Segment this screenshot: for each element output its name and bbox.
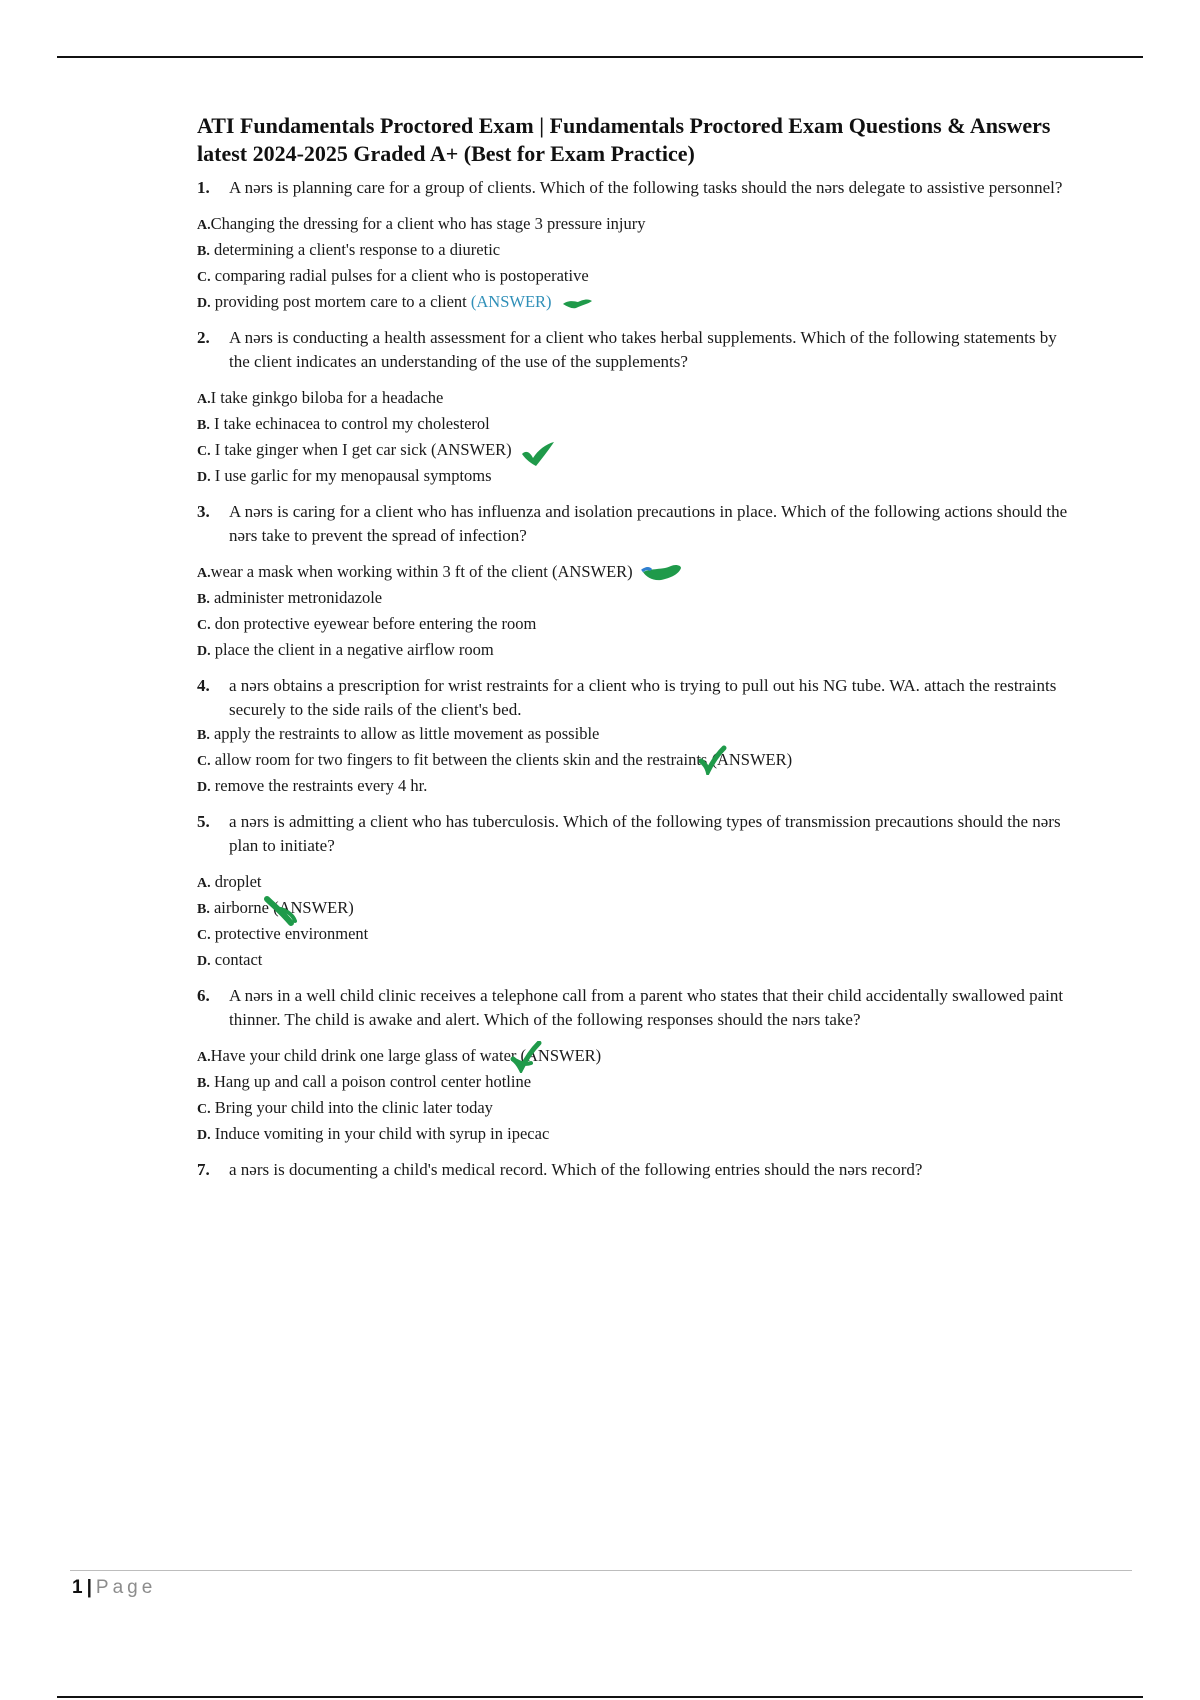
option-c: C. don protective eyewear before entering the room	[197, 614, 537, 633]
page-footer	[72, 1577, 156, 1599]
option-c: C. protective environment	[197, 924, 369, 943]
answer-label: (ANSWER)	[470, 292, 552, 311]
option-c: C. Bring your child into the clinic later today	[197, 1098, 493, 1117]
question-number: 1.	[197, 178, 210, 197]
option-a: A.I take ginkgo biloba for a headache	[197, 388, 444, 407]
question-text: a nərs is admitting a client who has tuberculosis. Which of the following types of transmission precautions should the nərs plan to initiate?	[229, 812, 1061, 855]
bottom-rule	[57, 1696, 1143, 1698]
options-list	[197, 386, 1077, 490]
options-list	[197, 1044, 1077, 1148]
footer-separator: |	[86, 1577, 92, 1598]
options-list	[197, 722, 1077, 800]
question-4	[197, 674, 1077, 722]
checkmark-icon	[520, 440, 554, 462]
option-d: D. providing post mortem care to a client (ANSWER)	[197, 290, 1077, 316]
question-text: a nərs is documenting a child's medical record. Which of the following entries should the nərs record?	[229, 1160, 923, 1179]
answer-label: (ANSWER)	[552, 562, 633, 581]
question-text: A nərs is planning care for a group of clients. Which of the following tasks should the nərs delegate to assistive personnel?	[229, 178, 1063, 197]
question-number: 2.	[197, 328, 210, 347]
option-c: C. allow room for two fingers to fit between the clients skin and the restraints (ANSWER)	[197, 748, 1077, 774]
footer-rule	[70, 1570, 1132, 1571]
question-number: 4.	[197, 676, 210, 695]
option-c: C. I take ginger when I get car sick (ANSWER)	[197, 438, 1077, 464]
page-number: 1	[72, 1577, 83, 1598]
question-6	[197, 984, 1077, 1032]
question-text: A nərs is caring for a client who has influenza and isolation precautions in place. Which of the following actions should the nərs take to prevent the spread of infection?	[229, 502, 1068, 545]
option-d: D. Induce vomiting in your child with syrup in ipecac	[197, 1124, 550, 1143]
question-number: 7.	[197, 1160, 210, 1179]
question-number: 5.	[197, 812, 210, 831]
document-title: ATI Fundamentals Proctored Exam | Fundamentals Proctored Exam Questions & Answers latest 2024-2025 Graded A+ (Best for Exam Practice)	[197, 113, 1051, 166]
question-text: A nərs is conducting a health assessment for a client who takes herbal supplements. Which of the following statements by the client indicates an understanding of the use of the supplements?	[229, 328, 1057, 371]
question-7	[197, 1158, 1077, 1182]
options-list	[197, 560, 1077, 664]
option-b: B. airborne (ANSWER)	[197, 896, 1077, 922]
answer-label: (ANSWER)	[711, 750, 793, 769]
option-d: D. contact	[197, 950, 263, 969]
question-number: 6.	[197, 986, 210, 1005]
question-2	[197, 326, 1077, 374]
question-3	[197, 500, 1077, 548]
option-a: A.Changing the dressing for a client who has stage 3 pressure injury	[197, 214, 646, 233]
option-b: B. determining a client's response to a diuretic	[197, 240, 501, 259]
page-label: Page	[95, 1577, 157, 1598]
option-b: B. administer metronidazole	[197, 588, 383, 607]
question-text: a nərs obtains a prescription for wrist restraints for a client who is trying to pull out his NG tube. WA. attach the restraints securely to the side rails of the client's bed.	[229, 676, 1057, 719]
answer-label: (ANSWER)	[273, 898, 354, 917]
question-1	[197, 176, 1077, 200]
question-text: A nərs in a well child clinic receives a telephone call from a parent who states that their child accidentally swallowed paint thinner. The child is awake and alert. Which of the following responses should the nərs take?	[229, 986, 1064, 1029]
option-b: B. apply the restraints to allow as little movement as possible	[197, 724, 600, 743]
option-d: D. I use garlic for my menopausal symptoms	[197, 466, 492, 485]
question-number: 3.	[197, 502, 210, 521]
option-c: C. comparing radial pulses for a client who is postoperative	[197, 266, 589, 285]
option-a: A. droplet	[197, 872, 262, 891]
checkmark-icon	[641, 562, 675, 584]
option-b: B. I take echinacea to control my cholesterol	[197, 414, 490, 433]
question-5	[197, 810, 1077, 858]
answer-label: (ANSWER)	[520, 1046, 602, 1065]
option-d: D. remove the restraints every 4 hr.	[197, 776, 428, 795]
option-d: D. place the client in a negative airflow room	[197, 640, 494, 659]
options-list	[197, 870, 1077, 974]
options-list	[197, 212, 1077, 316]
option-b: B. Hang up and call a poison control center hotline	[197, 1072, 532, 1091]
option-a: A.wear a mask when working within 3 ft of the client (ANSWER)	[197, 560, 1077, 586]
top-rule	[57, 56, 1143, 58]
document-body	[197, 112, 1077, 1194]
checkmark-icon	[560, 292, 594, 314]
option-a: A.Have your child drink one large glass of water (ANSWER)	[197, 1044, 1077, 1070]
answer-label: (ANSWER)	[431, 440, 512, 459]
